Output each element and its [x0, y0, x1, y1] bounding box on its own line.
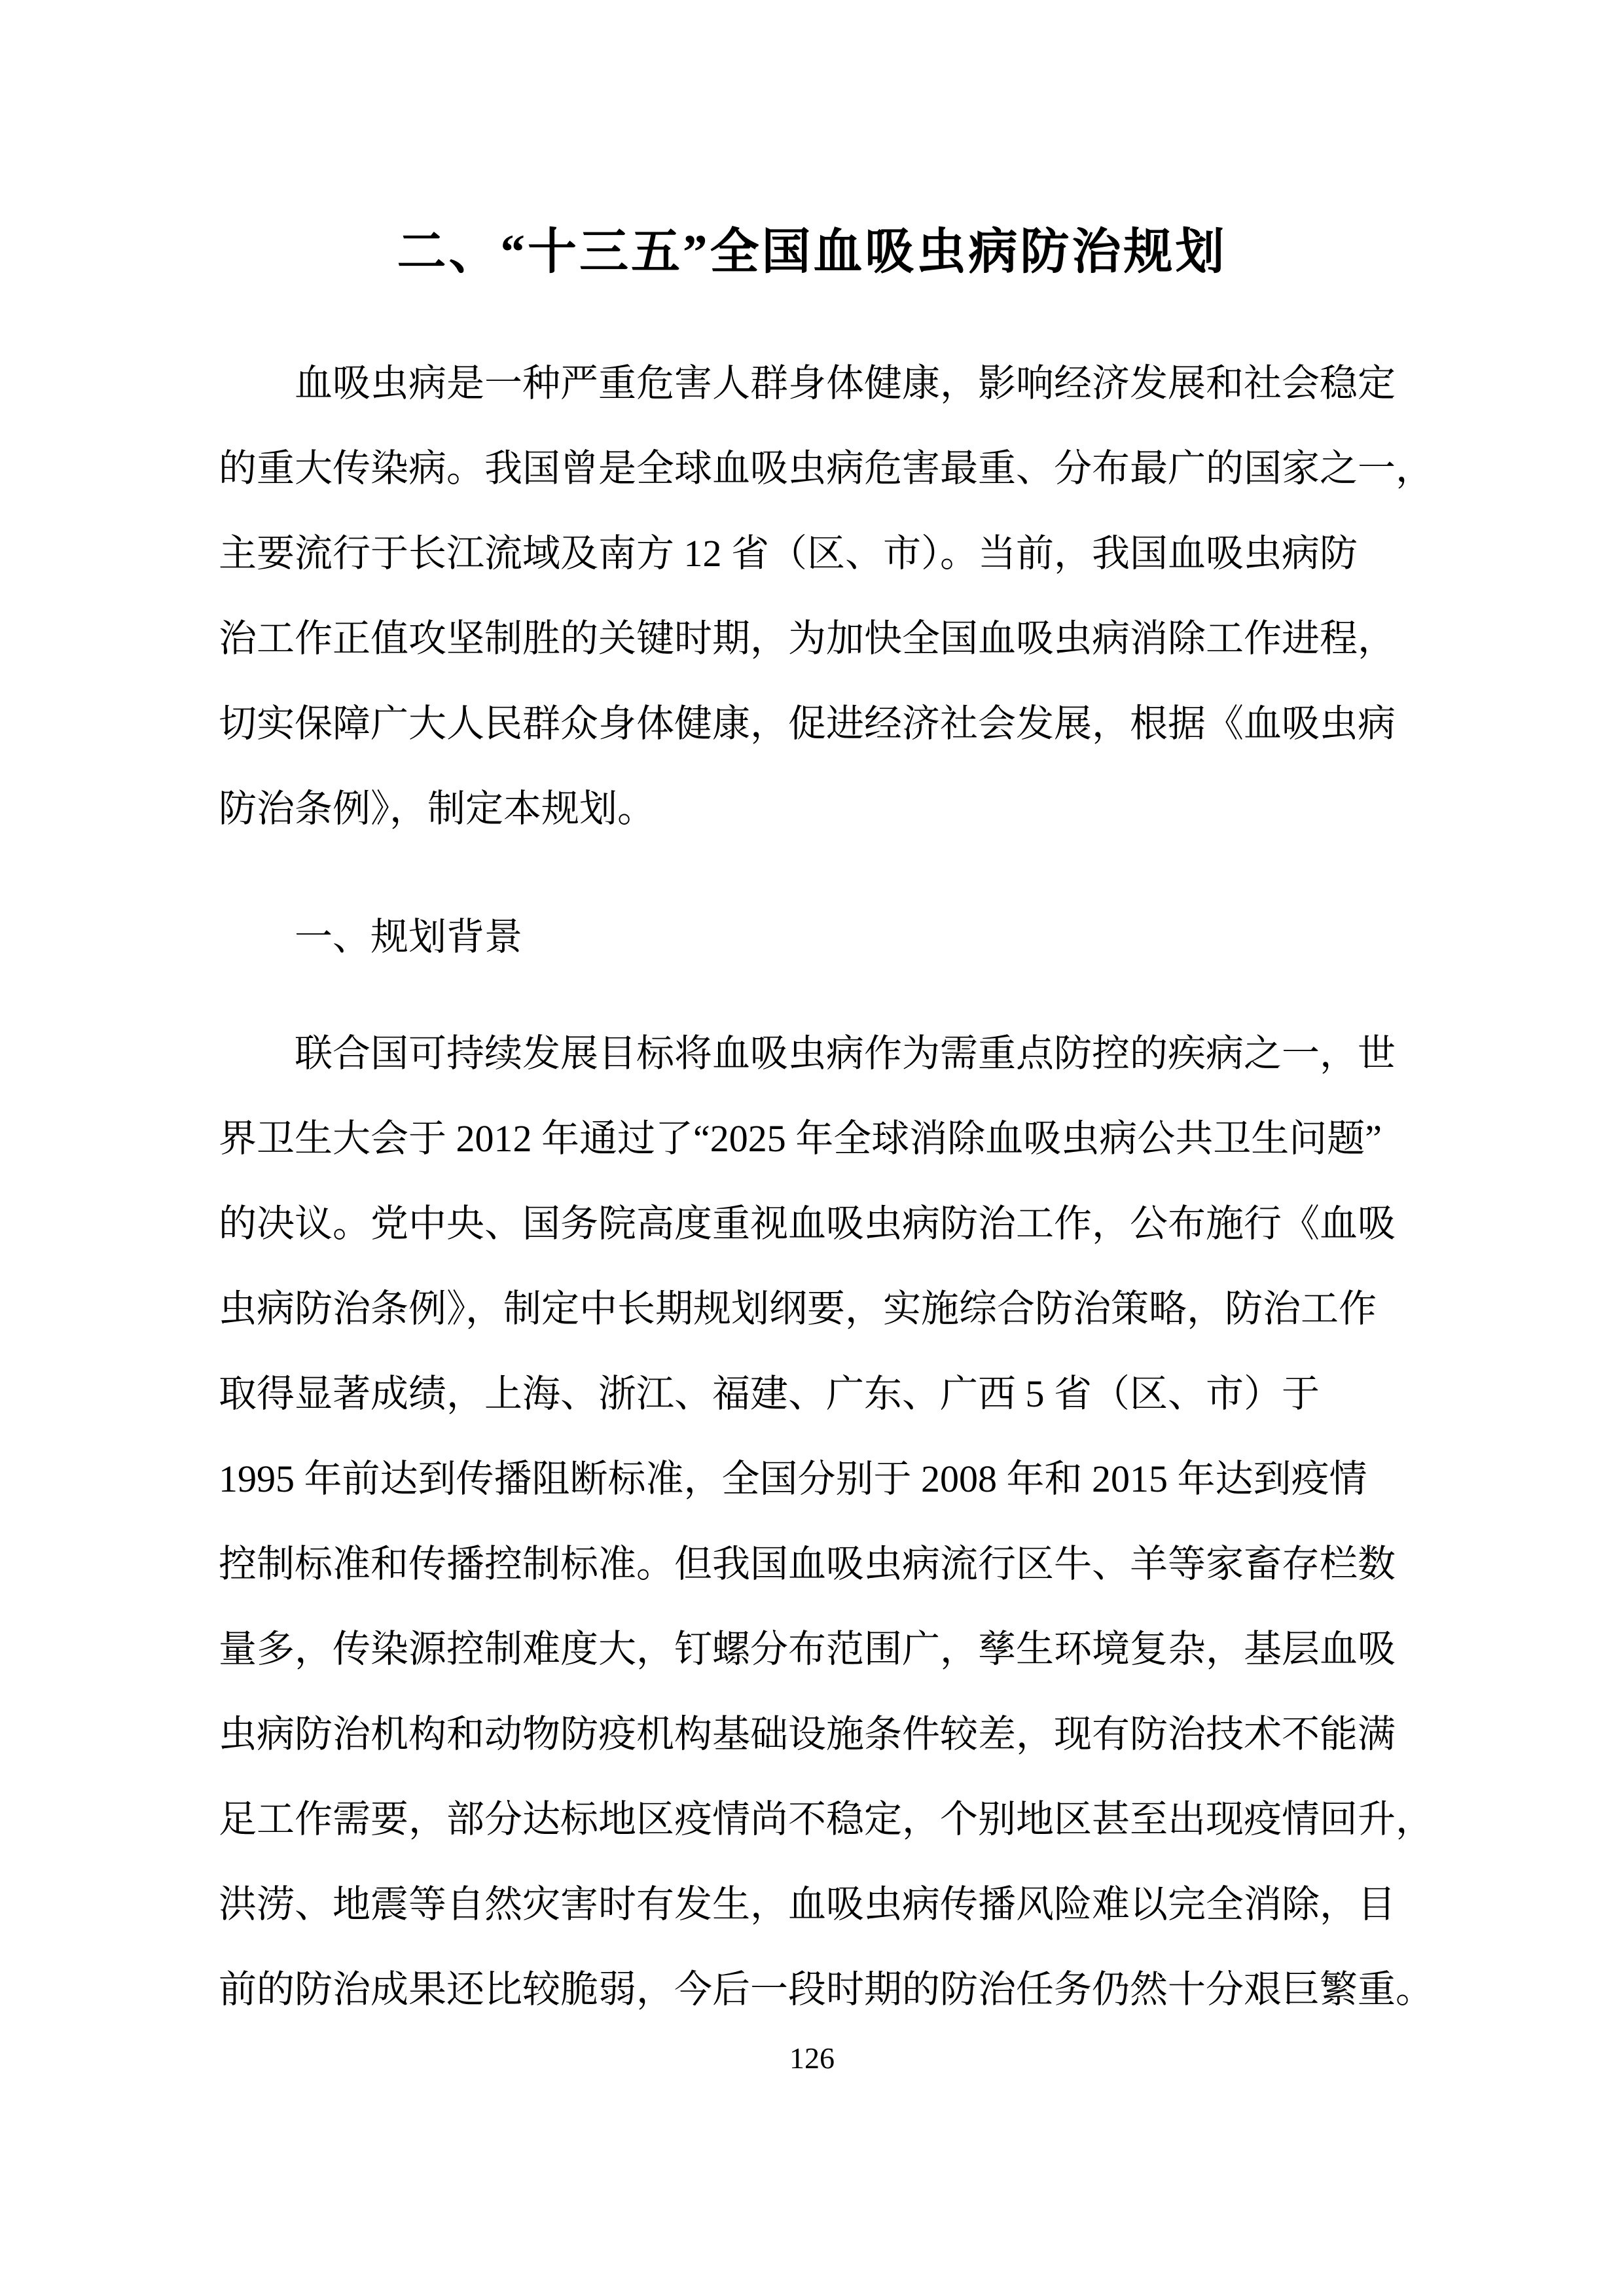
page-number: 126 [789, 2041, 835, 2075]
document-title: 二、“十三五”全国血吸虫病防治规划 [397, 225, 1227, 279]
paragraph-line: 的重大传染病。我国曾是全球血吸虫病危害最重、分布最广的国家之一， [219, 447, 1434, 490]
paragraph-line: 1995 年前达到传播阻断标准，全国分别于 2008 年和 2015 年达到疫情 [219, 1458, 1367, 1500]
section-heading-block [219, 895, 1427, 980]
paragraph-line: 虫病防治机构和动物防疫机构基础设施条件较差，现有防治技术不能满 [219, 1713, 1396, 1755]
paragraph-line: 足工作需要，部分达标地区疫情尚不稳定，个别地区甚至出现疫情回升， [219, 1798, 1434, 1840]
paragraph-line: 前的防治成果还比较脆弱，今后一段时期的防治任务仍然十分艰巨繁重。 [219, 1968, 1434, 2011]
paragraph-line: 量多，传染源控制难度大，钉螺分布范围广，孳生环境复杂，基层血吸 [219, 1628, 1396, 1670]
paragraph-line: 取得显著成绩，上海、浙江、福建、广东、广西 5 省（区、市）于 [219, 1372, 1320, 1415]
section-heading: 一、规划背景 [295, 916, 523, 958]
paragraph-line: 防治条例》，制定本规划。 [219, 787, 656, 830]
paragraph-line: 界卫生大会于 2012 年通过了“2025 年全球消除血吸虫病公共卫生问题” [219, 1117, 1382, 1160]
background-paragraph [219, 1011, 1434, 2032]
paragraph-line: 的决议。党中央、国务院高度重视血吸虫病防治工作，公布施行《血吸 [219, 1202, 1396, 1245]
paragraph-line: 切实保障广大人民群众身体健康，促进经济社会发展，根据《血吸虫病 [219, 702, 1396, 745]
paragraph-line: 洪涝、地震等自然灾害时有发生，血吸虫病传播风险难以完全消除，目 [219, 1883, 1396, 1926]
paragraph-line: 血吸虫病是一种严重危害人群身体健康，影响经济发展和社会稳定 [295, 362, 1396, 404]
paragraph-line: 控制标准和传播控制标准。但我国血吸虫病流行区牛、羊等家畜存栏数 [219, 1543, 1396, 1585]
paragraph-line: 治工作正值攻坚制胜的关键时期，为加快全国血吸虫病消除工作进程， [219, 617, 1396, 660]
paragraph-line: 联合国可持续发展目标将血吸虫病作为需重点防控的疾病之一，世 [295, 1032, 1396, 1075]
paragraph-line: 主要流行于长江流域及南方 12 省（区、市）。当前，我国血吸虫病防 [219, 532, 1358, 575]
paragraph-line: 虫病防治条例》，制定中长期规划纲要，实施综合防治策略，防治工作 [219, 1287, 1377, 1330]
intro-paragraph [219, 341, 1434, 852]
